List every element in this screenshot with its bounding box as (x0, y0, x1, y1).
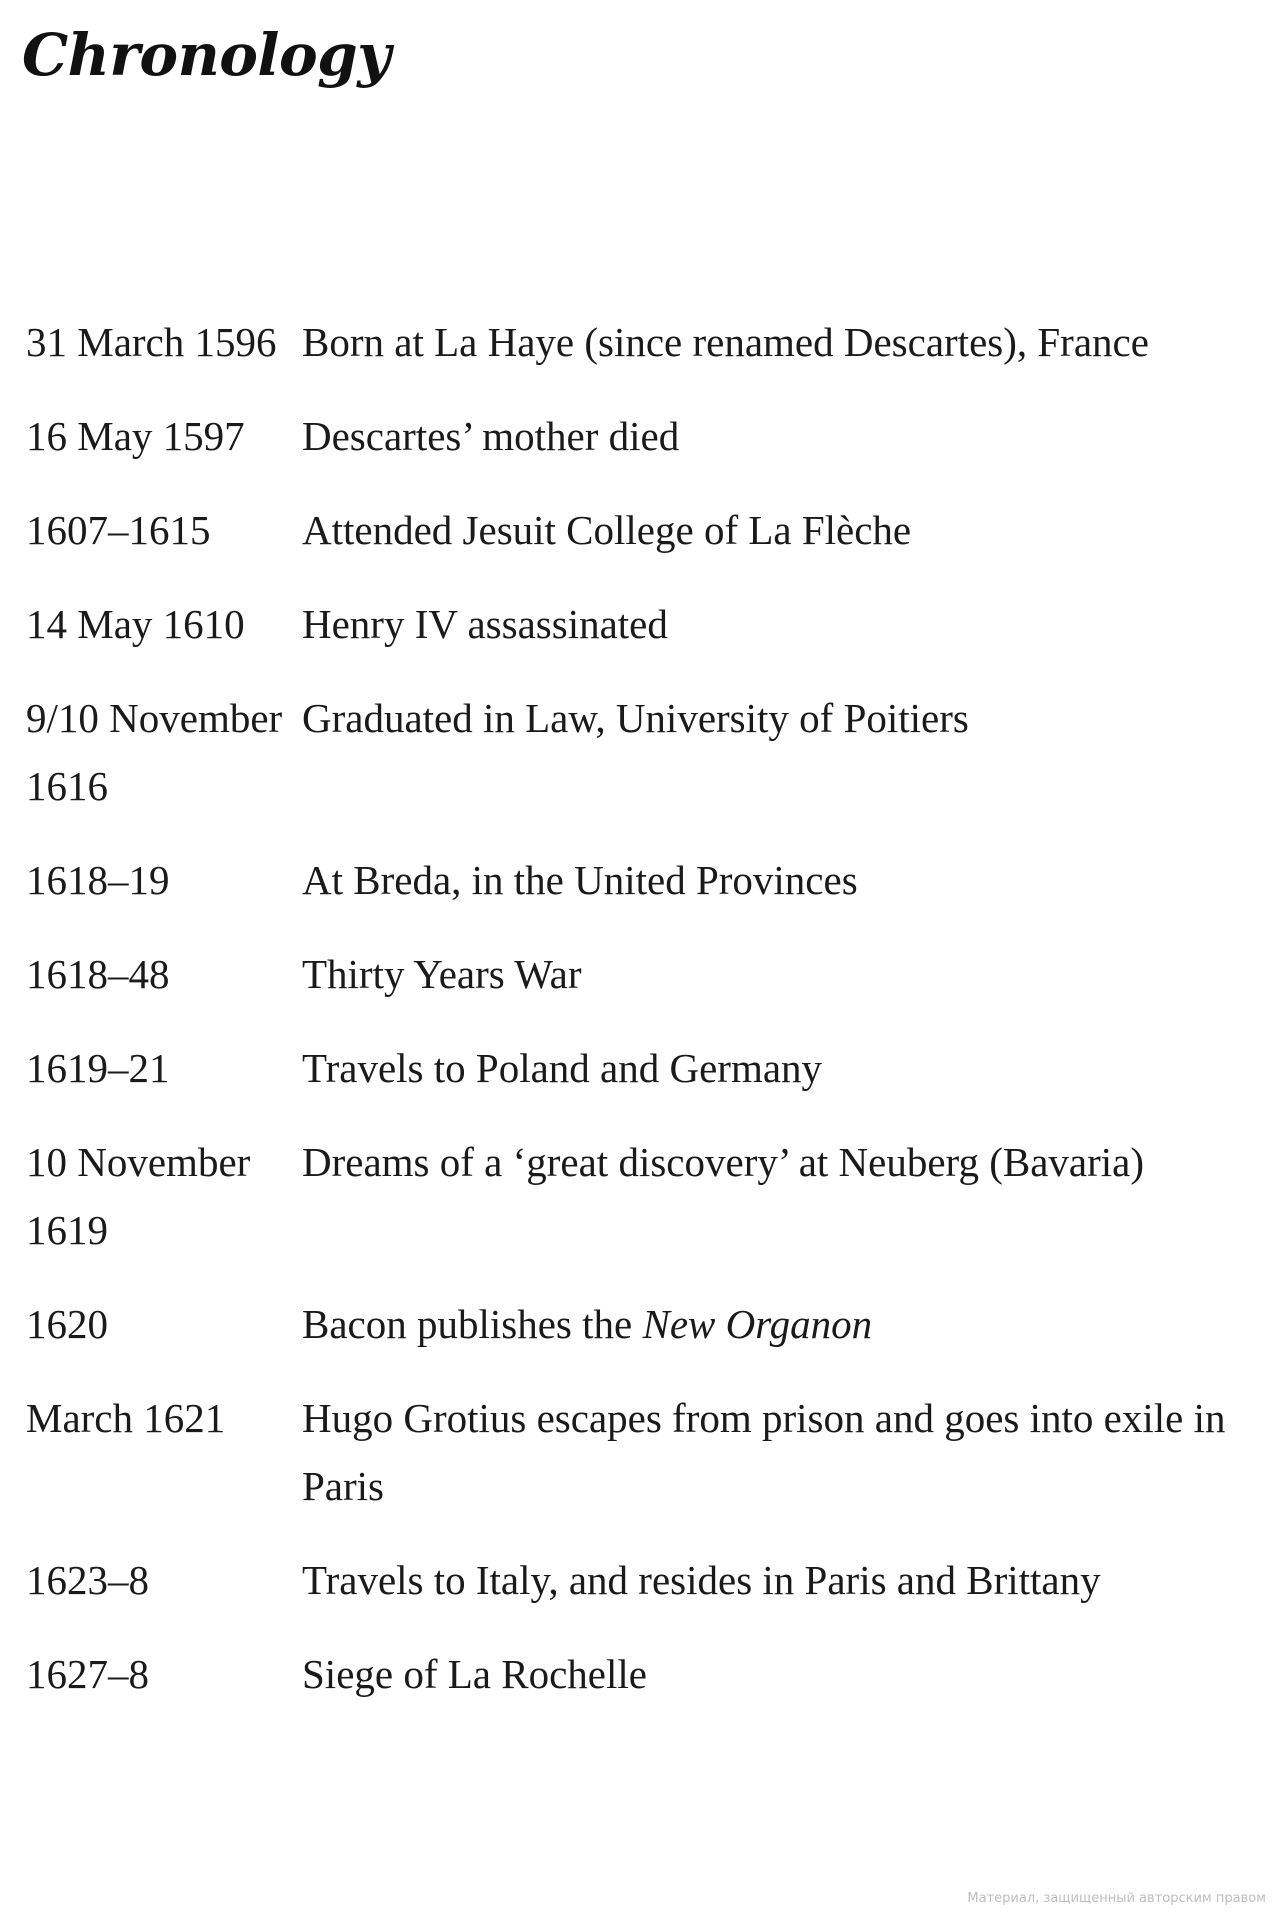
entry-event: Dreams of a ‘great discovery’ at Neuberg (Bavaria) (302, 1139, 1145, 1185)
chronology-entry (26, 940, 1260, 1008)
entry-event: Siege of La Rochelle (302, 1651, 647, 1697)
book-title: New Organon (642, 1301, 873, 1347)
entry-date: 1607–1615 (26, 507, 211, 553)
entry-date: March 1621 (26, 1395, 226, 1441)
entry-event (302, 1290, 1260, 1358)
entry-event: Travels to Italy, and resides in Paris and Brittany (302, 1557, 1101, 1603)
chronology-entry (26, 496, 1260, 564)
entry-date: 1618–48 (26, 951, 170, 997)
chronology-entry (26, 590, 1260, 658)
copyright-watermark: Материал, защищенный авторским правом (967, 1891, 1266, 1906)
entry-event: Graduated in Law, University of Poitiers (302, 695, 969, 741)
entry-date: 16 May 1597 (26, 413, 245, 459)
entry-date: 31 March 1596 (26, 319, 277, 365)
entry-event: Descartes’ mother died (302, 413, 680, 459)
chronology-entry (26, 1034, 1260, 1102)
chronology-entry (26, 1546, 1260, 1614)
entry-date: 1627–8 (26, 1651, 149, 1697)
entry-date: 9/10 November 1616 (26, 695, 283, 809)
entry-date: 1620 (26, 1301, 108, 1347)
entry-date: 14 May 1610 (26, 601, 245, 647)
entry-event: Henry IV assassinated (302, 601, 668, 647)
chronology-list (26, 308, 1260, 1734)
chronology-entry (26, 402, 1260, 470)
chronology-entry (26, 1290, 1260, 1358)
entry-event: Travels to Poland and Germany (302, 1045, 823, 1091)
chronology-entry (26, 1384, 1260, 1520)
entry-event: Thirty Years War (302, 951, 582, 997)
entry-date: 1623–8 (26, 1557, 149, 1603)
entry-event: Born at La Haye (since renamed Descartes), France (302, 319, 1149, 365)
chronology-entry (26, 846, 1260, 914)
entry-event: Hugo Grotius escapes from prison and goes into exile in Paris (302, 1395, 1226, 1509)
entry-date: 1619–21 (26, 1045, 170, 1091)
entry-event: Attended Jesuit College of La Flèche (302, 507, 912, 553)
entry-date: 1618–19 (26, 857, 170, 903)
entry-event-text: Bacon publishes the (302, 1301, 643, 1347)
entry-date: 10 November 1619 (26, 1139, 251, 1253)
chronology-entry (26, 1640, 1260, 1708)
chronology-entry (26, 1128, 1260, 1264)
chronology-entry (26, 684, 1260, 820)
page-title: Chronology (22, 21, 391, 89)
chronology-entry (26, 308, 1260, 376)
entry-event: At Breda, in the United Provinces (302, 857, 858, 903)
